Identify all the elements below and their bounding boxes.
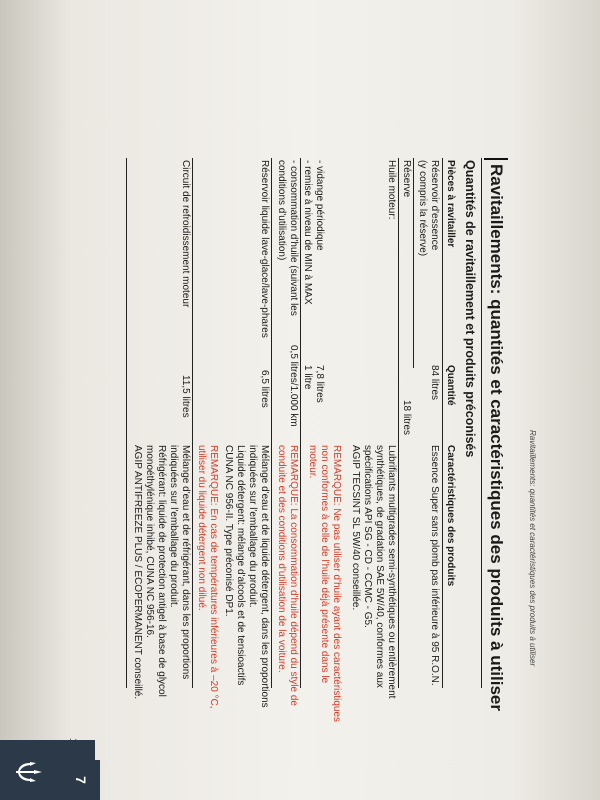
chapter-tab (62, 760, 100, 800)
table-row-qty: 7,8 litres 1 litre (302, 365, 325, 403)
col-header-quantity: Quantité (445, 365, 456, 406)
table-row-qty: 6,5 litres (259, 370, 270, 408)
washer-remark: REMARQUE: En cas de températures inférieures à –20 °C, utiliser du liquide détergent non dilué. (196, 445, 219, 709)
table-row-qty: 84 litres (429, 365, 440, 401)
trident-logo-icon (8, 752, 48, 792)
table-row-part: Réservoir d'essence (y compris la réserve) (417, 160, 440, 257)
table-row-part: Réserve (401, 160, 412, 198)
consumption-remark: REMARQUE: La consommation d'huile dépend du style de conduite et des conditions d'utilisation de la voiture. (276, 445, 299, 706)
table-row-qty: 18 litres (401, 400, 412, 436)
title-underline (481, 158, 482, 688)
col-header-parts: Pièces à ravitailler (445, 160, 456, 248)
table-row-qty: 0,5 litres/1.000 km (288, 345, 299, 427)
table-row-spec: Lubrifiants multigrades semi-synthétiques ou entièrement synthétiques, de gradation SAE 5W/40, conformes aux spécifications API SG - CD - CCMC - G5. AGIP TECSINT SL 5W/40 conseillée. (350, 445, 397, 699)
table-row-spec: Essence Super sans plomb pas inférieure à 95 R.O.N. (429, 445, 440, 686)
table-row-part: - consommation d'huile (suivant les conditions d'utilisation) (276, 160, 299, 316)
row-rule (300, 158, 301, 688)
row-rule (192, 158, 193, 688)
row-rule (126, 158, 127, 688)
running-head: Ravitaillements: quantités et caractéristiques des produits à utiliser (528, 430, 537, 667)
table-row-part: Réservoir liquide lave-glace/lave-phares (259, 160, 270, 338)
table-row-spec: Mélange d'eau et de réfrigérant, dans les proportions indiquées sur l'emballage du produit. Réfrigérant: liquide de protection antigel à base de glycol monoéthylénique inhibé, CUNA NC 956-16. AGIP ANTIFREEZE PLUS / ECOPERMANENT conseillé. (132, 445, 191, 700)
row-rule (398, 158, 399, 688)
chapter-tab-number: 7 (73, 776, 89, 784)
col-header-spec: Caractéristiques des produits (445, 445, 456, 587)
oil-remark: REMARQUE: Ne pas utiliser d'huile ayant des caractéristiques non conformes à celle de l'huile déjà présente dans le moteur. (307, 445, 342, 723)
table-row-part: Circuit de refroidissement moteur (180, 160, 191, 308)
row-rule (271, 158, 272, 688)
title-bar (484, 158, 508, 160)
table-row-qty: 11,5 litres (180, 375, 191, 418)
row-rule (413, 158, 414, 368)
page-title: Ravitaillements: quantités et caractéristiques des produits à utiliser (487, 164, 506, 712)
section-subtitle: Quantités de ravitaillement et produits préconisés (463, 160, 477, 458)
header-rule (442, 158, 443, 688)
table-row-spec: Mélange d'eau et de liquide détergent, dans les proportions indiquées sur l'emballage du produit. Liquide détergent: mélange d'alcools et de tensioactifs CUNA NC 956-II. Type préconisé DP1. (223, 445, 270, 708)
table-row-part: Huile moteur: - vidange périodique - remise à niveau de MIN à MAX (302, 160, 397, 305)
